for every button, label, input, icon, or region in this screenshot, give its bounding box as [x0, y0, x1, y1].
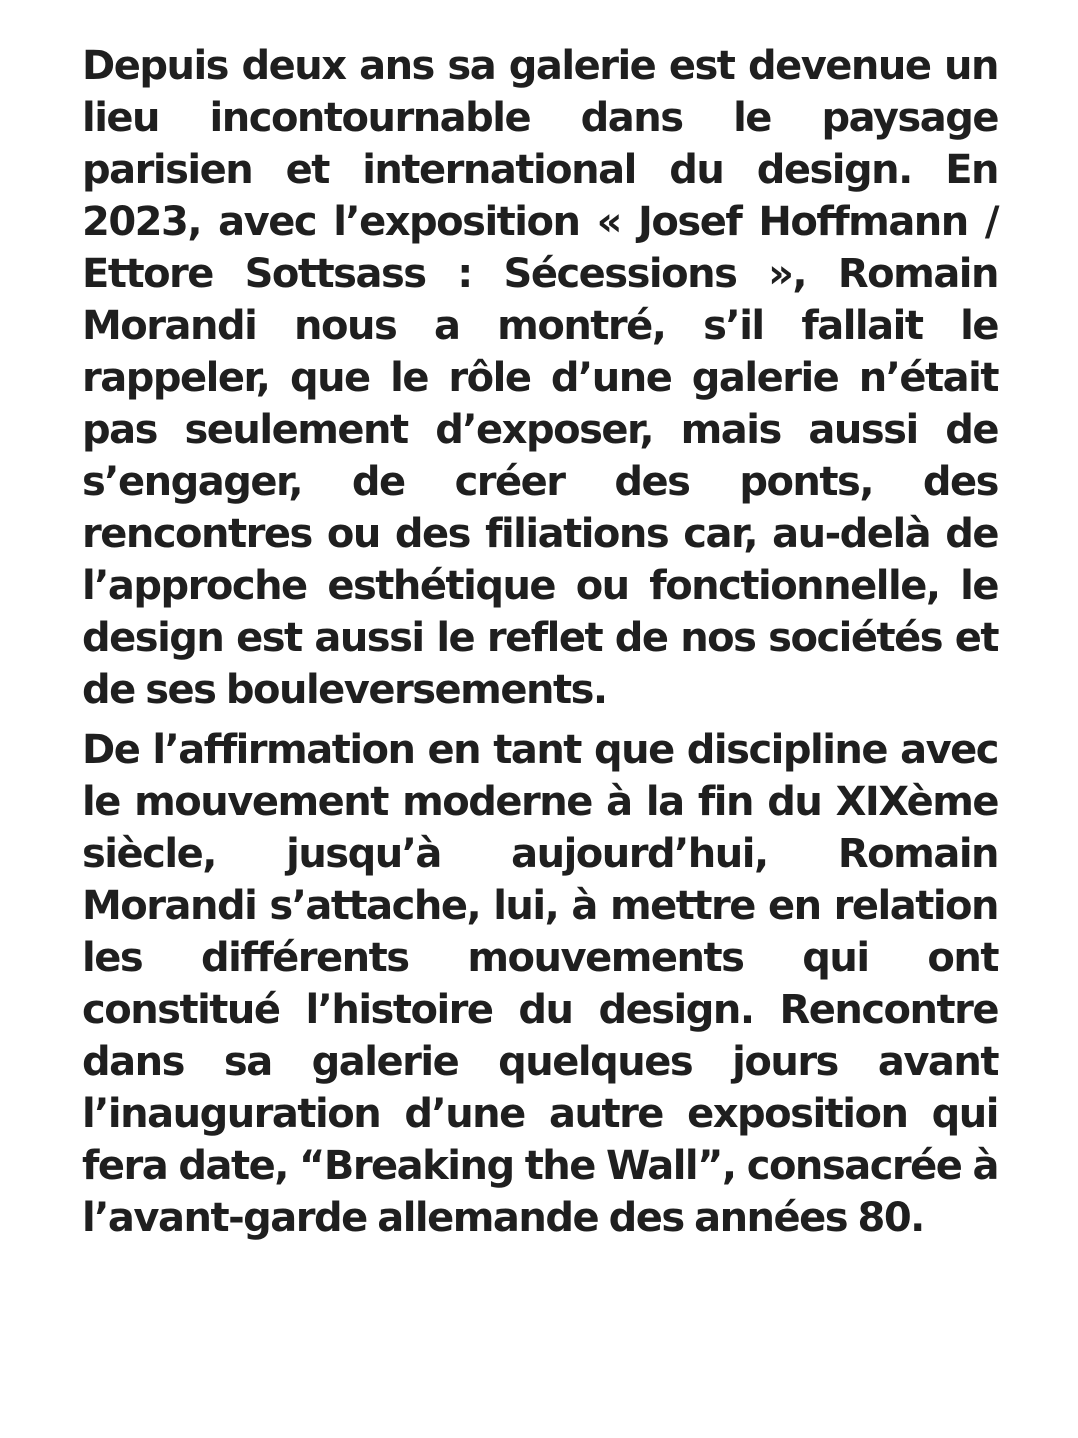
paragraph-intro: Depuis deux ans sa galerie est devenue un lieu incontournable dans le paysage parisien et international du design. En 2023, avec l’exposition « Josef Hoffmann / Ettore Sottsass : Sécessions », Romain Morandi nous a montré, s’il fallait le rappeler, que le rôle d’une galerie n’était pas seulement d’exposer, mais aussi de s’engager, de créer des ponts, des rencontres ou des filiations car, au-delà de l’approche esthétique ou fonctionnelle, le design est aussi le reflet de nos sociétés et de ses bouleversements. [82, 43, 998, 713]
article-body [82, 40, 998, 1252]
paragraph-history: De l’affirmation en tant que discipline avec le mouvement moderne à la fin du XIXème siècle, jusqu’à aujourd’hui, Romain Morandi s’attache, lui, à mettre en relation les différents mouvements qui ont constitué l’histoire du design. Rencontre dans sa galerie quelques jours avant l’inauguration d’une autre exposition qui fera date, “Breaking the Wall”, consacrée à l’avant-garde allemande des années 80. [82, 727, 998, 1241]
